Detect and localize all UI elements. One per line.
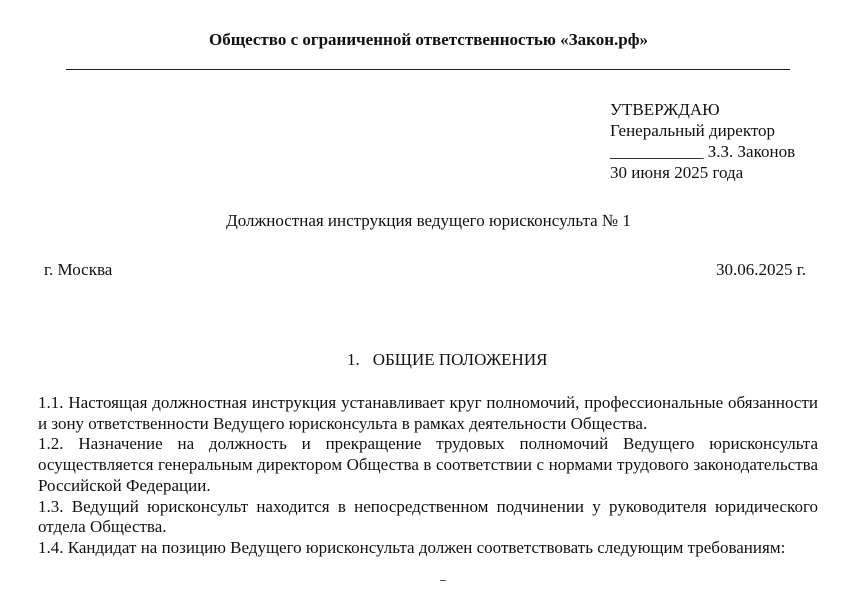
approval-block: [610, 99, 795, 183]
paragraph-1-3: 1.3. Ведущий юрисконсульт находится в непосредственном подчинении у руководителя юридического отдела Общества.: [38, 496, 818, 537]
approver-signature-line: ___________ З.З. Законов: [610, 142, 796, 161]
document-date: 30.06.2025 г.: [715, 260, 806, 279]
paragraph-1-4: 1.4. Кандидат на позицию Ведущего юрисконсульта должен соответствовать следующим требованиям:: [38, 537, 786, 557]
section-number: 1.: [347, 350, 360, 369]
document-city: г. Москва: [44, 260, 113, 279]
section-title: ОБЩИЕ ПОЛОЖЕНИЯ: [372, 350, 548, 369]
approver-position: Генеральный директор: [610, 121, 776, 140]
approval-date: 30 июня 2025 года: [610, 163, 744, 182]
paragraph-1-2: 1.2. Назначение на должность и прекращение трудовых полномочий Ведущего юрисконсульта осуществляется генеральным директором Общества в соответствии с нормами трудового законодательства Российской Федерации.: [38, 434, 818, 495]
cutoff-text-fragment: [440, 580, 446, 584]
organization-name: Общество с ограниченной ответственностью «Закон.рф»: [209, 30, 648, 49]
approval-word: УТВЕРЖДАЮ: [610, 100, 720, 119]
header-divider: [66, 69, 790, 70]
document-title: Должностная инструкция ведущего юрисконсульта № 1: [226, 211, 631, 230]
paragraph-1-1: 1.1. Настоящая должностная инструкция устанавливает круг полномочий, профессиональные обязанности и зону ответственности Ведущего юрисконсульта в рамках деятельности Общества.: [38, 393, 818, 433]
section-heading: [347, 350, 547, 370]
place-date-row: [44, 260, 806, 280]
section-body: [38, 393, 818, 559]
